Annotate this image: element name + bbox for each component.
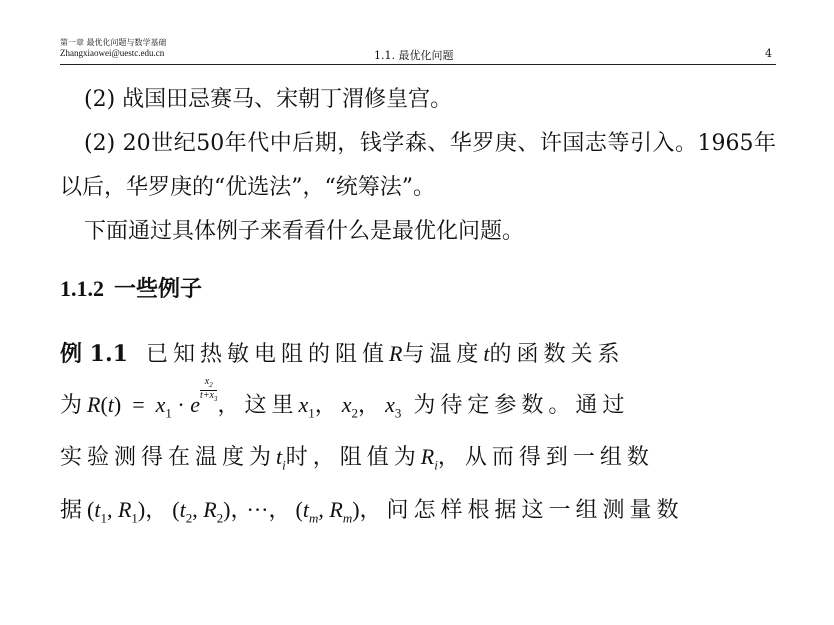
example-line-4: 据($t_1$, $R_1$)，($t_2$, $R_2$)，···，($t_m$, $R_m$)，问怎样根据这一组测量数 xyxy=(60,496,684,526)
page-number: 4 xyxy=(765,47,772,60)
math-formula: R xyxy=(87,392,101,417)
section-number: 1.1.2 xyxy=(60,276,104,301)
example-text: 与温度 xyxy=(402,342,484,367)
page-content xyxy=(60,78,776,540)
example-line-1 xyxy=(60,332,776,377)
exponent-fraction: $\frac{x_2}{t+x_3}$ xyxy=(200,376,218,403)
example-text: 时，阻值为 xyxy=(285,445,421,471)
example-text: 实验测得在温度为 xyxy=(60,445,277,471)
section-title: 一些例子 xyxy=(114,276,203,302)
header-email: Zhangxiaowei@uestc.edu.cn xyxy=(60,48,165,58)
example-text: 为待定参数。通过 xyxy=(413,393,630,418)
example-line-2: 为$R(t) = x_1 \cdot e$ $\frac{x_2}{t+x_3}$ ，这里$x_1$，$x_2$，$x_3$ 为待定参数。通过 xyxy=(60,376,630,421)
example-text: 已知热敏电阻的阻值 xyxy=(145,342,389,367)
section-heading xyxy=(60,274,776,304)
example-text: ，问怎样根据这一组测量数 xyxy=(359,497,684,523)
paragraph-1: (2) 战国田忌赛马、宋朝丁渭修皇宫。 xyxy=(84,87,453,112)
math-var: t xyxy=(483,341,490,366)
example-text: 的函数关系 xyxy=(489,342,625,367)
header-chapter: 第一章 最优化问题与数学基础 xyxy=(60,38,167,47)
math-var: R xyxy=(388,341,403,366)
paragraph-2: (2) 20世纪50年代中后期，钱学森、华罗庚、许国志等引入。1965年以后，华罗庚的“优选法”，“统筹法”。 xyxy=(60,131,776,200)
page-header xyxy=(60,38,776,65)
example-text: 据 xyxy=(60,497,88,523)
example-text: 为 xyxy=(60,393,88,418)
header-left xyxy=(60,38,167,58)
header-section: 1.1. 最优化问题 xyxy=(374,49,454,62)
example-label: 例 1.1 xyxy=(60,341,128,367)
paragraph-3: 下面通过具体例子来看看什么是最优化问题。 xyxy=(84,219,525,244)
example-line-3: 实验测得在温度为$t_i$时，阻值为$R_i$，从而得到一组数 xyxy=(60,444,654,473)
example-block xyxy=(60,332,776,540)
example-text: ，从而得到一组数 xyxy=(437,445,654,471)
example-text: ，这里 xyxy=(217,393,299,418)
